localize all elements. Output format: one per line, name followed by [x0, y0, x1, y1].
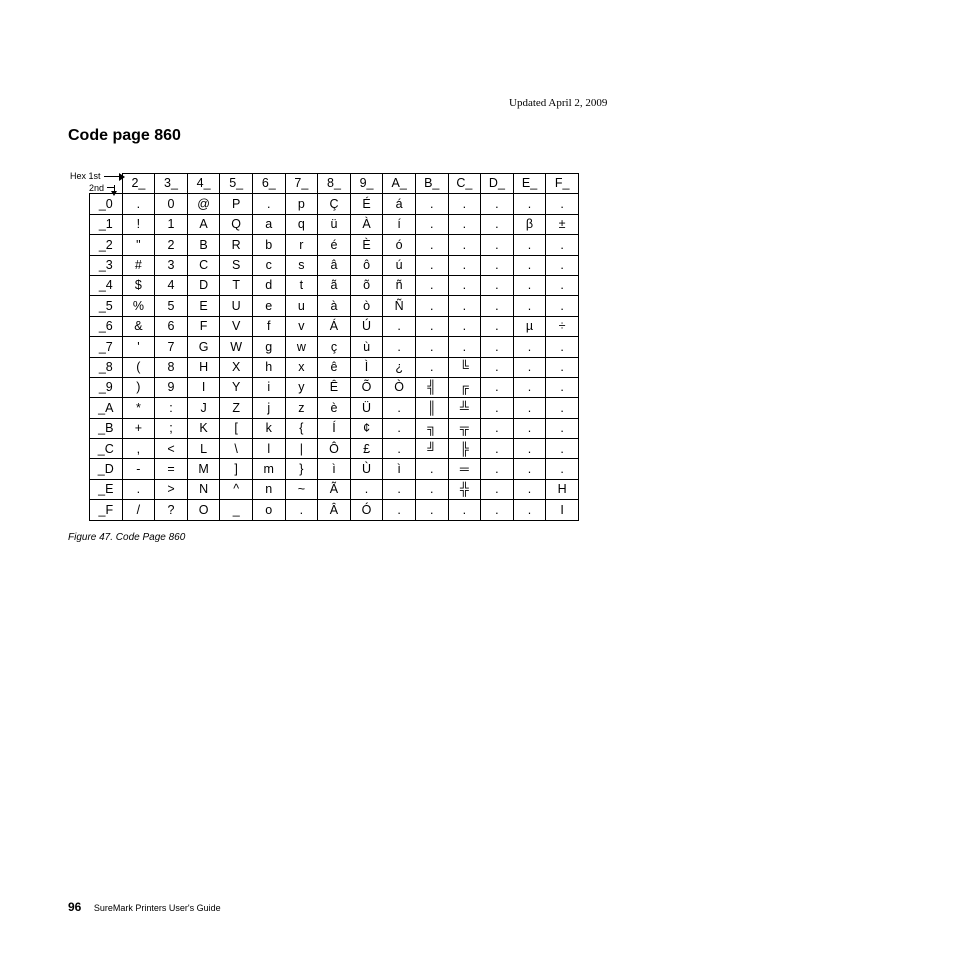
char-cell: ÷: [546, 316, 579, 336]
char-cell: =: [155, 459, 188, 479]
char-cell: X: [220, 357, 253, 377]
column-header: B_: [415, 174, 448, 194]
char-cell: µ: [513, 316, 546, 336]
char-cell: .: [415, 316, 448, 336]
column-header: A_: [383, 174, 416, 194]
char-cell: Ó: [350, 500, 383, 520]
char-cell: .: [481, 479, 514, 499]
char-cell: S: [220, 255, 253, 275]
char-cell: p: [285, 194, 318, 214]
char-cell: .: [513, 459, 546, 479]
char-cell: ╦: [448, 418, 481, 438]
table-row: [90, 194, 579, 214]
char-cell: ═: [448, 459, 481, 479]
char-cell: G: [187, 337, 220, 357]
char-cell: .: [122, 194, 155, 214]
char-cell: .: [546, 255, 579, 275]
char-cell: Á: [318, 316, 351, 336]
char-cell: +: [122, 418, 155, 438]
char-cell: f: [252, 316, 285, 336]
char-cell: E: [187, 296, 220, 316]
char-cell: .: [415, 235, 448, 255]
row-header: _9: [90, 377, 123, 397]
char-cell: t: [285, 275, 318, 295]
char-cell: .: [415, 214, 448, 234]
char-cell: .: [546, 357, 579, 377]
char-cell: q: [285, 214, 318, 234]
char-cell: .: [546, 337, 579, 357]
char-cell: l: [252, 439, 285, 459]
char-cell: .: [415, 357, 448, 377]
char-cell: (: [122, 357, 155, 377]
char-cell: #: [122, 255, 155, 275]
char-cell: L: [187, 439, 220, 459]
column-header: C_: [448, 174, 481, 194]
char-cell: ╗: [415, 418, 448, 438]
char-cell: O: [187, 500, 220, 520]
char-cell: z: [285, 398, 318, 418]
char-cell: I: [187, 377, 220, 397]
char-cell: .: [415, 479, 448, 499]
char-cell: }: [285, 459, 318, 479]
char-cell: ': [122, 337, 155, 357]
table-row: [90, 459, 579, 479]
char-cell: .: [481, 296, 514, 316]
row-header: _E: [90, 479, 123, 499]
char-cell: s: [285, 255, 318, 275]
char-cell: Z: [220, 398, 253, 418]
char-cell: .: [415, 296, 448, 316]
hex-first-label: Hex 1st: [70, 171, 101, 181]
char-cell: é: [318, 235, 351, 255]
page-footer: [68, 900, 221, 914]
section-title: Code page 860: [68, 127, 181, 144]
char-cell: ,: [122, 439, 155, 459]
char-cell: .: [383, 500, 416, 520]
char-cell: ;: [155, 418, 188, 438]
char-cell: H: [187, 357, 220, 377]
char-cell: ║: [415, 398, 448, 418]
char-cell: .: [546, 459, 579, 479]
char-cell: ñ: [383, 275, 416, 295]
char-cell: È: [350, 235, 383, 255]
char-cell: [: [220, 418, 253, 438]
char-cell: e: [252, 296, 285, 316]
char-cell: a: [252, 214, 285, 234]
row-header: _7: [90, 337, 123, 357]
row-header: _6: [90, 316, 123, 336]
char-cell: 2: [155, 235, 188, 255]
char-cell: .: [513, 337, 546, 357]
char-cell: r: [285, 235, 318, 255]
char-cell: N: [187, 479, 220, 499]
char-cell: õ: [350, 275, 383, 295]
char-cell: .: [513, 255, 546, 275]
table-row: [90, 235, 579, 255]
char-cell: .: [546, 235, 579, 255]
char-cell: 8: [155, 357, 188, 377]
char-cell: Í: [318, 418, 351, 438]
char-cell: c: [252, 255, 285, 275]
char-cell: .: [122, 479, 155, 499]
char-cell: .: [546, 439, 579, 459]
row-header: _D: [90, 459, 123, 479]
char-cell: .: [481, 275, 514, 295]
char-cell: .: [415, 337, 448, 357]
char-cell: .: [383, 398, 416, 418]
column-header: 4_: [187, 174, 220, 194]
char-cell: ã: [318, 275, 351, 295]
char-cell: .: [481, 316, 514, 336]
row-header: _1: [90, 214, 123, 234]
char-cell: .: [481, 214, 514, 234]
char-cell: w: [285, 337, 318, 357]
char-cell: ù: [350, 337, 383, 357]
char-cell: .: [513, 479, 546, 499]
char-cell: ¿: [383, 357, 416, 377]
char-cell: .: [481, 235, 514, 255]
char-cell: .: [481, 500, 514, 520]
char-cell: Ì: [350, 357, 383, 377]
char-cell: .: [448, 275, 481, 295]
char-cell: u: [285, 296, 318, 316]
code-page-body: [90, 194, 579, 520]
char-cell: g: [252, 337, 285, 357]
char-cell: ê: [318, 357, 351, 377]
char-cell: ç: [318, 337, 351, 357]
char-cell: â: [318, 255, 351, 275]
char-cell: B: [187, 235, 220, 255]
char-cell: -: [122, 459, 155, 479]
char-cell: ü: [318, 214, 351, 234]
char-cell: .: [415, 275, 448, 295]
char-cell: .: [546, 275, 579, 295]
row-header: _0: [90, 194, 123, 214]
char-cell: .: [448, 214, 481, 234]
char-cell: ╝: [415, 439, 448, 459]
char-cell: ú: [383, 255, 416, 275]
char-cell: ╬: [448, 479, 481, 499]
char-cell: T: [220, 275, 253, 295]
char-cell: U: [220, 296, 253, 316]
char-cell: n: [252, 479, 285, 499]
char-cell: Ñ: [383, 296, 416, 316]
char-cell: .: [481, 255, 514, 275]
char-cell: P: [220, 194, 253, 214]
figure-caption: Figure 47. Code Page 860: [68, 532, 186, 543]
char-cell: .: [383, 479, 416, 499]
char-cell: Õ: [350, 377, 383, 397]
char-cell: É: [350, 194, 383, 214]
column-header: E_: [513, 174, 546, 194]
row-header: _3: [90, 255, 123, 275]
char-cell: .: [481, 357, 514, 377]
char-cell: j: [252, 398, 285, 418]
table-row: [90, 500, 579, 520]
column-header: 2_: [122, 174, 155, 194]
column-header: 5_: [220, 174, 253, 194]
char-cell: .: [513, 296, 546, 316]
row-header: _F: [90, 500, 123, 520]
column-header: 7_: [285, 174, 318, 194]
char-cell: .: [513, 194, 546, 214]
char-cell: $: [122, 275, 155, 295]
hex-second-label: 2nd: [89, 183, 105, 193]
char-cell: .: [513, 418, 546, 438]
char-cell: ╠: [448, 439, 481, 459]
char-cell: H: [546, 479, 579, 499]
column-header-row: [90, 174, 579, 194]
char-cell: .: [481, 439, 514, 459]
char-cell: .: [350, 479, 383, 499]
char-cell: í: [383, 214, 416, 234]
char-cell: Ò: [383, 377, 416, 397]
char-cell: .: [513, 357, 546, 377]
char-cell: k: [252, 418, 285, 438]
char-cell: .: [481, 377, 514, 397]
char-cell: .: [513, 398, 546, 418]
char-cell: á: [383, 194, 416, 214]
row-header: _5: [90, 296, 123, 316]
char-cell: Ú: [350, 316, 383, 336]
char-cell: i: [252, 377, 285, 397]
char-cell: F: [187, 316, 220, 336]
char-cell: R: [220, 235, 253, 255]
char-cell: Ê: [318, 377, 351, 397]
table-row: [90, 418, 579, 438]
table-row: [90, 439, 579, 459]
char-cell: m: [252, 459, 285, 479]
char-cell: .: [546, 398, 579, 418]
char-cell: /: [122, 500, 155, 520]
row-header: _8: [90, 357, 123, 377]
code-page-table: [89, 173, 579, 521]
char-cell: |: [285, 439, 318, 459]
char-cell: 1: [155, 214, 188, 234]
char-cell: .: [513, 377, 546, 397]
char-cell: β: [513, 214, 546, 234]
column-header: 3_: [155, 174, 188, 194]
char-cell: Ü: [350, 398, 383, 418]
table-row: [90, 377, 579, 397]
char-cell: :: [155, 398, 188, 418]
char-cell: .: [415, 194, 448, 214]
char-cell: Y: [220, 377, 253, 397]
char-cell: .: [448, 255, 481, 275]
char-cell: @: [187, 194, 220, 214]
table-row: [90, 479, 579, 499]
char-cell: d: [252, 275, 285, 295]
char-cell: .: [252, 194, 285, 214]
row-header: _2: [90, 235, 123, 255]
char-cell: .: [383, 337, 416, 357]
table-row: [90, 316, 579, 336]
char-cell: .: [448, 194, 481, 214]
char-cell: v: [285, 316, 318, 336]
char-cell: ±: [546, 214, 579, 234]
char-cell: ì: [383, 459, 416, 479]
char-cell: Ç: [318, 194, 351, 214]
column-header: 6_: [252, 174, 285, 194]
char-cell: W: [220, 337, 253, 357]
char-cell: Â: [318, 500, 351, 520]
char-cell: ": [122, 235, 155, 255]
row-header: _4: [90, 275, 123, 295]
char-cell: .: [383, 418, 416, 438]
table-row: [90, 337, 579, 357]
char-cell: £: [350, 439, 383, 459]
char-cell: Q: [220, 214, 253, 234]
char-cell: 6: [155, 316, 188, 336]
column-header: F_: [546, 174, 579, 194]
char-cell: b: [252, 235, 285, 255]
char-cell: .: [448, 316, 481, 336]
char-cell: ╩: [448, 398, 481, 418]
char-cell: .: [448, 337, 481, 357]
char-cell: ó: [383, 235, 416, 255]
table-row: [90, 214, 579, 234]
row-header: _A: [90, 398, 123, 418]
char-cell: ╣: [415, 377, 448, 397]
table-row: [90, 398, 579, 418]
char-cell: .: [415, 459, 448, 479]
char-cell: \: [220, 439, 253, 459]
char-cell: K: [187, 418, 220, 438]
char-cell: M: [187, 459, 220, 479]
char-cell: .: [546, 194, 579, 214]
char-cell: <: [155, 439, 188, 459]
char-cell: .: [513, 439, 546, 459]
char-cell: .: [415, 255, 448, 275]
char-cell: ò: [350, 296, 383, 316]
char-cell: A: [187, 214, 220, 234]
char-cell: I: [546, 500, 579, 520]
char-cell: J: [187, 398, 220, 418]
char-cell: _: [220, 500, 253, 520]
char-cell: .: [546, 377, 579, 397]
table-row: [90, 357, 579, 377]
char-cell: ]: [220, 459, 253, 479]
char-cell: *: [122, 398, 155, 418]
char-cell: à: [318, 296, 351, 316]
char-cell: ?: [155, 500, 188, 520]
char-cell: .: [546, 418, 579, 438]
update-note: Updated April 2, 2009: [509, 97, 608, 109]
char-cell: Ã: [318, 479, 351, 499]
char-cell: o: [252, 500, 285, 520]
char-cell: Ô: [318, 439, 351, 459]
char-cell: x: [285, 357, 318, 377]
column-header: 9_: [350, 174, 383, 194]
char-cell: .: [415, 500, 448, 520]
char-cell: .: [448, 500, 481, 520]
char-cell: 7: [155, 337, 188, 357]
char-cell: >: [155, 479, 188, 499]
char-cell: .: [481, 398, 514, 418]
char-cell: 9: [155, 377, 188, 397]
char-cell: {: [285, 418, 318, 438]
char-cell: %: [122, 296, 155, 316]
char-cell: .: [383, 439, 416, 459]
char-cell: ì: [318, 459, 351, 479]
char-cell: ^: [220, 479, 253, 499]
char-cell: Ù: [350, 459, 383, 479]
char-cell: .: [513, 500, 546, 520]
char-cell: ô: [350, 255, 383, 275]
char-cell: .: [481, 194, 514, 214]
char-cell: .: [481, 459, 514, 479]
char-cell: .: [383, 316, 416, 336]
char-cell: .: [546, 296, 579, 316]
char-cell: V: [220, 316, 253, 336]
column-header: 8_: [318, 174, 351, 194]
row-header: _C: [90, 439, 123, 459]
char-cell: ╔: [448, 377, 481, 397]
corner-cell: [90, 174, 123, 194]
char-cell: ~: [285, 479, 318, 499]
char-cell: ): [122, 377, 155, 397]
char-cell: .: [285, 500, 318, 520]
char-cell: 0: [155, 194, 188, 214]
char-cell: è: [318, 398, 351, 418]
char-cell: .: [448, 296, 481, 316]
char-cell: ╚: [448, 357, 481, 377]
char-cell: 3: [155, 255, 188, 275]
char-cell: .: [481, 337, 514, 357]
book-title: SureMark Printers User's Guide: [93, 903, 221, 913]
char-cell: h: [252, 357, 285, 377]
table-row: [90, 296, 579, 316]
page-number: 96: [68, 900, 82, 914]
row-header: _B: [90, 418, 123, 438]
char-cell: !: [122, 214, 155, 234]
char-cell: C: [187, 255, 220, 275]
char-cell: À: [350, 214, 383, 234]
char-cell: .: [513, 275, 546, 295]
char-cell: &: [122, 316, 155, 336]
char-cell: y: [285, 377, 318, 397]
char-cell: .: [481, 418, 514, 438]
table-row: [90, 255, 579, 275]
char-cell: .: [513, 235, 546, 255]
char-cell: D: [187, 275, 220, 295]
char-cell: 5: [155, 296, 188, 316]
column-header: D_: [481, 174, 514, 194]
char-cell: ¢: [350, 418, 383, 438]
char-cell: .: [448, 235, 481, 255]
table-row: [90, 275, 579, 295]
char-cell: 4: [155, 275, 188, 295]
